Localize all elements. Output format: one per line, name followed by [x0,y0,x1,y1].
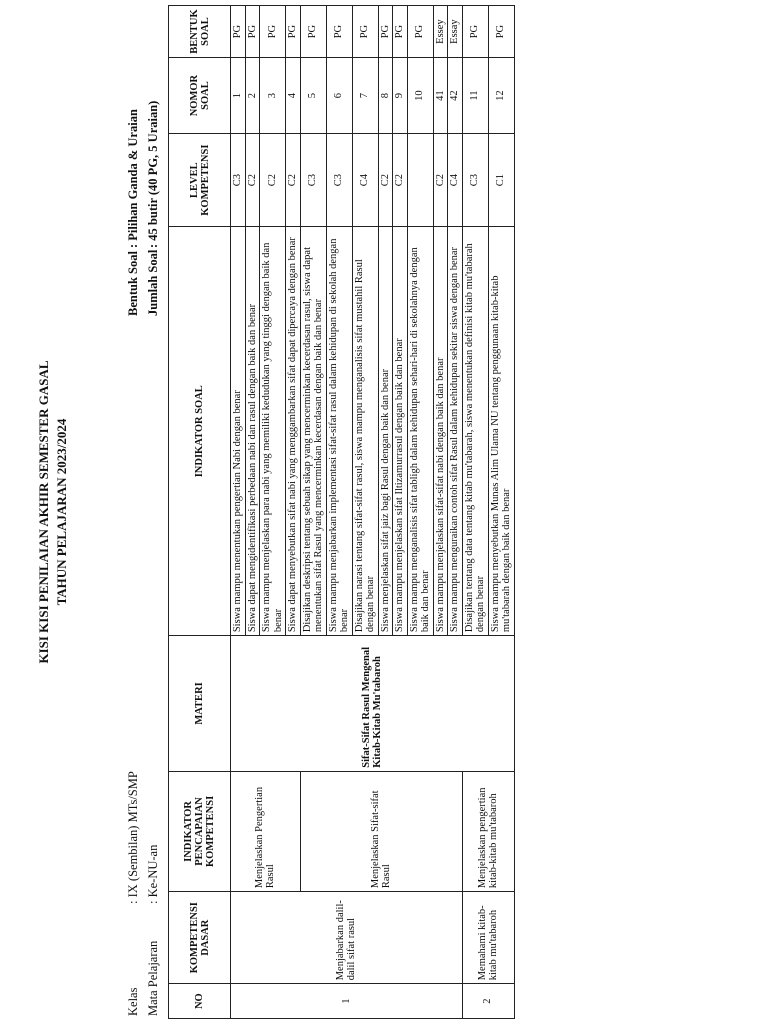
bentuk-soal-value: : Pilihan Ganda & Uraian [126,109,140,248]
indikator-soal-cell: Siswa mampu menjelaskan para nabi yang memiliki kedudukan yang tinggi dengan baik dan benar [260,227,286,636]
level-cell: C2 [260,134,286,227]
level-cell: C3 [231,134,246,227]
bentuk-cell: PG [260,6,286,58]
nomor-cell: 1 [231,58,246,134]
level-cell: C1 [488,134,514,227]
kelas-label: Kelas [126,987,140,1016]
bentuk-cell: PG [378,6,393,58]
nomor-cell: 6 [326,58,352,134]
header-materi: MATERI [169,636,231,772]
indikator-soal-cell: Siswa mampu menganalisis sifat tabligh dalam kehidupan sehari-hari di sekolahnya dengan baik dan benar [407,227,433,636]
indikator-soal-cell: Siswa dapat menyebutkan sifat nabi yang menggambarkan sifat dapat dipercaya dengan benar [286,227,301,636]
row-number: 1 [231,984,463,1019]
level-cell: C4 [352,134,378,227]
level-cell: C2 [378,134,393,227]
kompetensi-dasar-cell: Menjabarkan dalil-dalil sifat rasul [231,892,463,984]
indikator-pencapaian-cell: Menjelaskan Sifat-sifat Rasul [300,771,462,891]
document-subtitle: TAHUN PELAJARAN 2023/2024 [54,418,69,606]
nomor-cell: 7 [352,58,378,134]
level-cell: C4 [448,134,463,227]
header-indikator-soal: INDIKATOR SOAL [169,227,231,636]
nomor-cell: 3 [260,58,286,134]
indikator-soal-cell: Siswa mampu menyebutkan Munas Alim Ulama NU tentang penggunaan kitab-kitab mu'tabarah dengan baik dan benar [488,227,514,636]
nomor-cell: 11 [462,58,488,134]
bentuk-cell: PG [300,6,326,58]
indikator-soal-cell: Siswa mampu menjelaskan sifat Iltizamurrasul dengan baik dan benar [393,227,408,636]
header-level-kompetensi: LEVEL KOMPETENSI [169,134,231,227]
bentuk-cell: PG [286,6,301,58]
nomor-cell: 10 [407,58,433,134]
row-number: 2 [462,984,514,1019]
jumlah-soal-label: Jumlah Soal [146,249,160,316]
level-cell: C3 [300,134,326,227]
kompetensi-dasar-cell: Memahami kitab-kitab mu'tabaroh [462,892,514,984]
indikator-soal-cell: Siswa mampu menguraikan contoh sifat Rasul dalam kehidupan sekitar siswa dengan benar [448,227,463,636]
nomor-cell: 4 [286,58,301,134]
nomor-cell: 9 [393,58,408,134]
mapel-value: : Ke-NU-an [146,844,160,904]
header-nomor-soal: NOMOR SOAL [169,58,231,134]
level-cell: C2 [433,134,448,227]
nomor-cell: 2 [245,58,260,134]
table-header-row [169,6,231,1019]
indikator-soal-cell: Siswa mampu menjabarkan implementasi sifat-sifat rasul dalam kehidupan di sekolah dengan benar [326,227,352,636]
header-indikator-pencapaian: INDIKATOR PENCAPAIAN KOMPETENSI [169,771,231,891]
nomor-cell: 12 [488,58,514,134]
document-title: KISI KISI PENILAIAN AKHIR SEMESTER GASAL [36,360,51,664]
header-bentuk-soal: BENTUK SOAL [169,6,231,58]
bentuk-cell: PG [407,6,433,58]
bentuk-cell: PG [488,6,514,58]
kisi-kisi-table [168,5,515,1019]
indikator-soal-cell: Siswa dapat mengidentifikasi perbedaan nabi dan rasul dengan baik dan benar [245,227,260,636]
level-cell: C2 [245,134,260,227]
level-cell: C3 [326,134,352,227]
header-kompetensi-dasar: KOMPETENSI DASAR [169,892,231,984]
indikator-soal-cell: Siswa menjelaskan sifat jaiz bagi Rasul dengan baik dan benar [378,227,393,636]
table-row [231,6,246,1019]
bentuk-cell: PG [231,6,246,58]
indikator-soal-cell: Siswa mampu menjelaskan sifat-sifat nabi dengan baik dan benar [433,227,448,636]
indikator-pencapaian-cell: Menjelaskan Pengertian Rasul [231,771,301,891]
table-row [300,6,326,1019]
bentuk-cell: PG [462,6,488,58]
mapel-label: Mata Pelajaran [146,940,160,1016]
header-no: NO [169,984,231,1019]
bentuk-cell: PG [326,6,352,58]
nomor-cell: 8 [378,58,393,134]
nomor-cell: 41 [433,58,448,134]
materi-cell: Sifat-Sifat Rasul Mengenal Kitab-Kitab Mu'tabaroh [231,636,515,772]
bentuk-soal-label: Bentuk Soal [126,251,140,316]
jumlah-soal-value: : 45 butir (40 PG, 5 Uraian) [146,100,160,248]
nomor-cell: 42 [448,58,463,134]
bentuk-cell: PG [245,6,260,58]
bentuk-cell: Essey [433,6,448,58]
table-row [462,6,488,1019]
indikator-soal-cell: Disajikan tentang data tentang kitab mu'tabarah, siswa menentukan definisi kitab mu'tabarah dengan benar [462,227,488,636]
bentuk-cell: Essay [448,6,463,58]
level-cell: C2 [286,134,301,227]
bentuk-cell: PG [352,6,378,58]
indikator-soal-cell: Siswa mampu menentukan pengertian Nabi dengan benar [231,227,246,636]
nomor-cell: 5 [300,58,326,134]
indikator-soal-cell: Disajikan deskripsi tentang sebuah sikap yang mencerminkan kecerdasan rasul, siswa dapat menentukan sifat Rasul yang mencerminkan kecerdasan dengan baik dan benar [300,227,326,636]
bentuk-cell: PG [393,6,408,58]
level-cell: C2 [393,134,408,227]
indikator-pencapaian-cell: Menjelaskan pengertian kitab-kitab mu'tabaroh [462,771,514,891]
level-cell [407,134,433,227]
indikator-soal-cell: Disajikan narasi tentang sifat-sifat rasul, siswa mampu menganalisis sifat mustahil Rasul dengan benar [352,227,378,636]
level-cell: C3 [462,134,488,227]
kelas-value: : IX (Sembilan) MTs/SMP [126,771,140,904]
